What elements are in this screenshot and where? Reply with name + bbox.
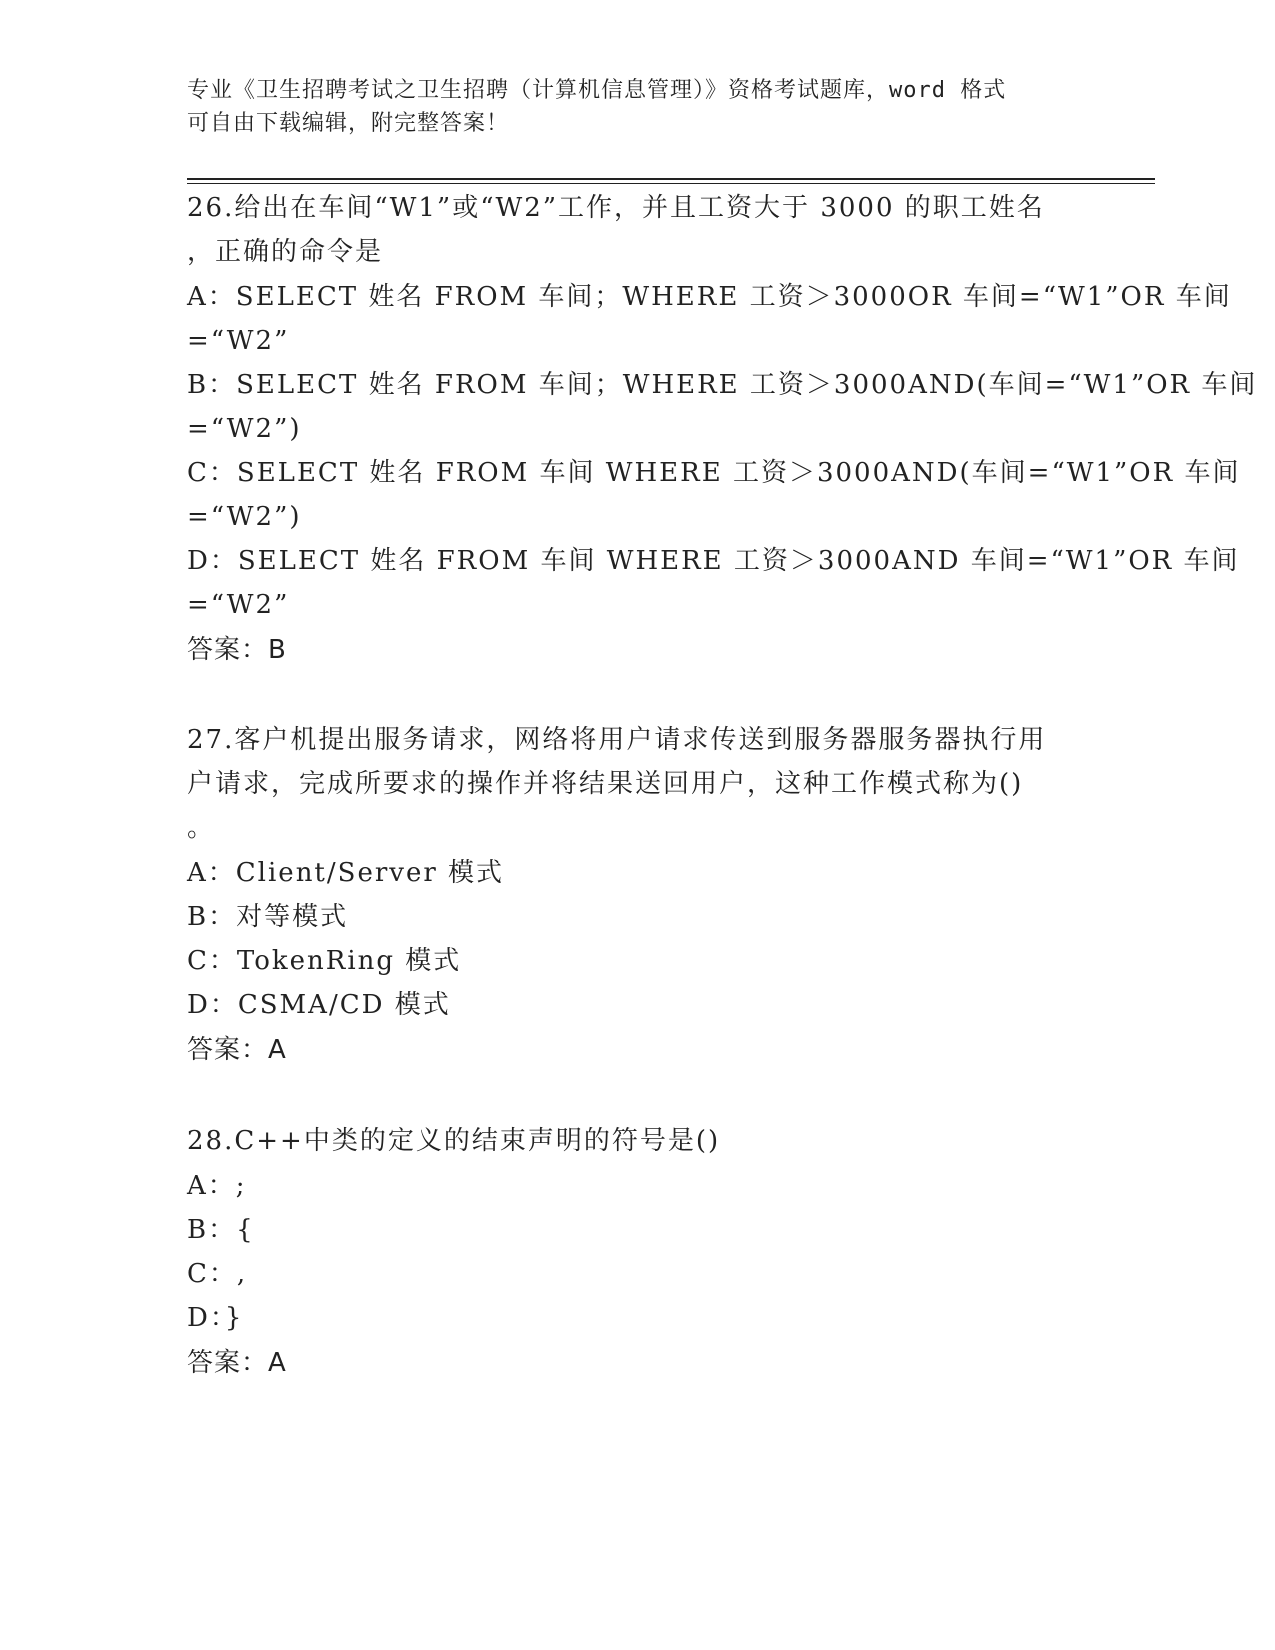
- q26-stem-line-1: 26.给出在车间“W1”或“W2”工作，并且工资大于 3000 的职工姓名: [187, 193, 1045, 223]
- q28-option-a: A：;: [187, 1171, 247, 1201]
- q27-option-a: A：Client/Server 模式: [187, 858, 505, 888]
- q26-option-a-line-2: =“W2”: [187, 326, 290, 356]
- header-line-1: 专业《卫生招聘考试之卫生招聘（计算机信息管理）》资格考试题库，word 格式: [187, 78, 1007, 103]
- q26-option-c-line-1: C：SELECT 姓名 FROM 车间 WHERE 工资＞3000AND(车间=“W1”OR 车间: [187, 458, 1241, 488]
- q26-option-a-line-1: A：SELECT 姓名 FROM 车间；WHERE 工资＞3000OR 车间=“W1”OR 车间: [187, 282, 1232, 312]
- q27-option-d: D：CSMA/CD 模式: [187, 990, 451, 1020]
- q26-option-b-line-2: =“W2”): [187, 414, 302, 444]
- document-header: [187, 74, 1087, 140]
- header-divider-thin: [187, 183, 1155, 184]
- q27-stem-line-3: 。: [187, 813, 216, 843]
- header-line-2: 可自由下载编辑，附完整答案！: [187, 111, 510, 136]
- q26-option-c-line-2: =“W2”): [187, 502, 302, 532]
- header-divider: [187, 178, 1155, 180]
- q26-answer: 答案：B: [187, 635, 287, 665]
- q27-stem-line-2: 户请求，完成所要求的操作并将结果送回用户，这种工作模式称为(): [187, 769, 1024, 799]
- q28-stem: 28.C++中类的定义的结束声明的符号是(): [187, 1126, 721, 1156]
- q27-answer: 答案：A: [187, 1035, 287, 1065]
- q28-option-b: B：{: [187, 1215, 255, 1245]
- q27-stem-line-1: 27.客户机提出服务请求，网络将用户请求传送到服务器服务器执行用: [187, 725, 1047, 755]
- q26-option-d-line-2: =“W2”: [187, 590, 290, 620]
- q26-option-b-line-1: B：SELECT 姓名 FROM 车间；WHERE 工资＞3000AND(车间=“W1”OR 车间: [187, 370, 1258, 400]
- q26-option-d-line-1: D：SELECT 姓名 FROM 车间 WHERE 工资＞3000AND 车间=“W1”OR 车间: [187, 546, 1240, 576]
- q26-stem-line-2: ，正确的命令是: [187, 237, 384, 267]
- q28-option-c: C：,: [187, 1259, 248, 1289]
- q27-option-b: B：对等模式: [187, 902, 349, 932]
- q28-option-d: D：}: [187, 1303, 244, 1333]
- q27-option-c: C：TokenRing 模式: [187, 946, 462, 976]
- q28-answer: 答案：A: [187, 1348, 287, 1378]
